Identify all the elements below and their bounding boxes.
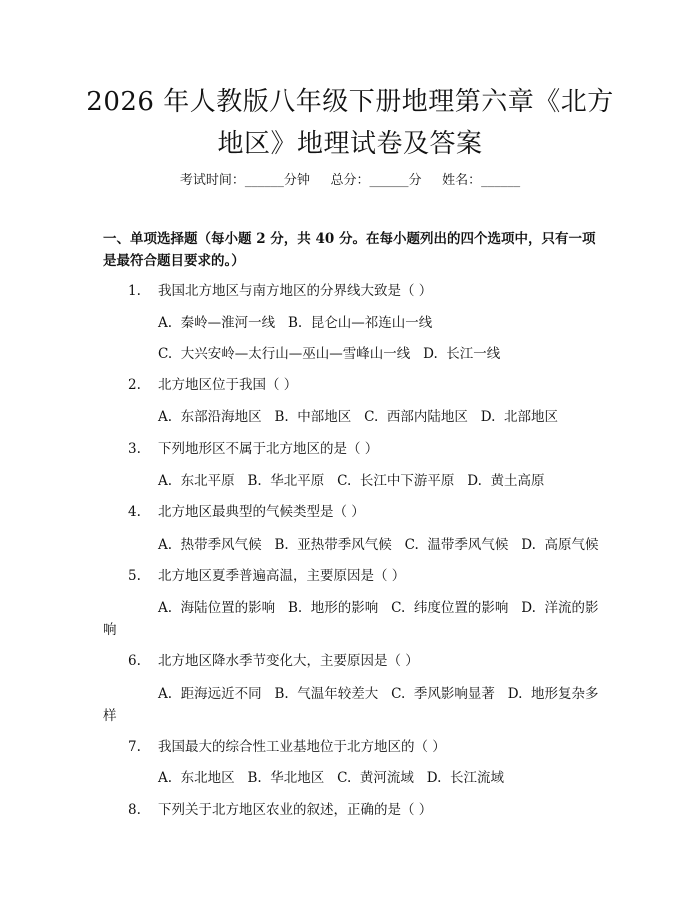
question-8-text: 下列关于北方地区农业的叙述，正确的是（ ） [158,802,433,818]
exam-title-line-1: 2026 年人教版八年级下册地理第六章《北方 [86,87,614,117]
question-6-options: A. 距海远近不同 B. 气温年较差大 C. 季风影响显著 D. 地形复杂多 [158,686,599,702]
question-4-number: 4. [128,504,141,520]
question-6-text: 北方地区降水季节变化大，主要原因是（ ） [158,653,419,669]
section-heading-line-1: 一、单项选择题（每小题 2 分，共 40 分。在每小题列出的四个选项中，只有一项 [103,231,596,247]
question-7-options: A. 东北地区 B. 华北地区 C. 黄河流域 D. 长江流域 [158,770,504,786]
question-2-text: 北方地区位于我国（ ） [158,377,298,393]
question-1-number: 1. [128,283,141,299]
question-7-number: 7. [128,739,141,755]
question-4-text: 北方地区最典型的气候类型是（ ） [158,504,365,520]
question-5-number: 5. [128,568,141,584]
question-5-options: A. 海陆位置的影响 B. 地形的影响 C. 纬度位置的影响 D. 洋流的影 [158,600,599,616]
question-8-number: 8. [128,802,141,818]
question-3-number: 3. [128,441,141,457]
exam-title-line-2: 地区》地理试卷及答案 [217,129,483,159]
question-5-options-wrap: 响 [103,622,117,638]
question-2-number: 2. [128,377,141,393]
question-6-options-wrap: 样 [103,708,117,724]
question-1-text: 我国北方地区与南方地区的分界线大致是（ ） [158,283,433,299]
exam-info-line: 考试时间：______分钟 总分：______分 姓名：______ [179,173,521,188]
question-7-text: 我国最大的综合性工业基地位于北方地区的（ ） [158,739,446,755]
question-2-options: A. 东部沿海地区 B. 中部地区 C. 西部内陆地区 D. 北部地区 [158,409,558,425]
question-4-options: A. 热带季风气候 B. 亚热带季风气候 C. 温带季风气候 D. 高原气候 [158,537,599,553]
question-3-options: A. 东北平原 B. 华北平原 C. 长江中下游平原 D. 黄土高原 [158,473,545,489]
question-1-options-row-2: C. 大兴安岭—太行山—巫山—雪峰山一线 D. 长江一线 [158,346,501,362]
question-3-text: 下列地形区不属于北方地区的是（ ） [158,441,379,457]
question-6-number: 6. [128,653,141,669]
question-5-text: 北方地区夏季普遍高温，主要原因是（ ） [158,568,406,584]
question-1-options-row-1: A. 秦岭—淮河一线 B. 昆仑山—祁连山一线 [158,315,433,331]
section-heading-line-2: 是最符合题目要求的。） [103,253,245,269]
